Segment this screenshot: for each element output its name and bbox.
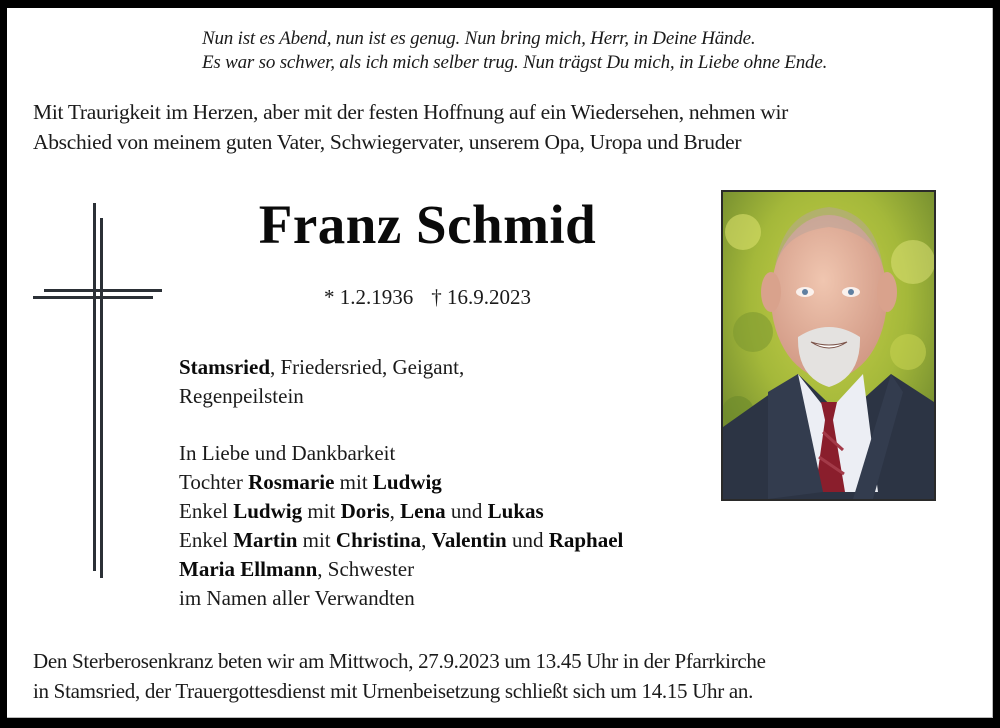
family-text: Enkel xyxy=(179,499,234,523)
family-text: und xyxy=(445,499,488,523)
family-heading: In Liebe und Dankbarkeit xyxy=(179,441,396,465)
family-member-name: Ludwig xyxy=(233,499,303,523)
birth-date: * 1.2.1936 xyxy=(324,285,414,309)
places xyxy=(179,353,699,411)
family-closing: im Namen aller Verwandten xyxy=(179,586,415,610)
service-line: Den Sterberosenkranz beten wir am Mittwoch, 27.9.2023 um 13.45 Uhr in der Pfarrkirche xyxy=(33,649,766,673)
family-lines xyxy=(179,468,739,584)
portrait-photo xyxy=(721,190,936,501)
family-text: mit xyxy=(334,470,373,494)
family-member-name: Rosmarie xyxy=(248,470,335,494)
family-text: , Schwester xyxy=(317,557,415,581)
family-text: , xyxy=(421,528,432,552)
deceased-name: Franz Schmid xyxy=(258,194,597,255)
verse-line: Es war so schwer, als ich mich selber trug. Nun trägst Du mich, in Liebe ohne Ende. xyxy=(202,52,828,73)
service-info xyxy=(33,646,988,706)
intro-text xyxy=(33,97,983,157)
family-text: , xyxy=(389,499,401,523)
places-line-2: Regenpeilstein xyxy=(179,384,304,408)
family-member-line xyxy=(179,526,739,555)
family-member-line xyxy=(179,555,739,584)
family-member-name: Maria Ellmann xyxy=(179,557,318,581)
family-member-name: Raphael xyxy=(548,528,624,552)
family-member-name: Martin xyxy=(233,528,298,552)
family-member-name: Ludwig xyxy=(372,470,442,494)
family-list xyxy=(179,439,739,613)
family-member-name: Christina xyxy=(335,528,422,552)
places-rest: , Friedersried, Geigant, xyxy=(270,355,465,379)
family-text: und xyxy=(506,528,549,552)
family-text: Enkel xyxy=(179,528,234,552)
places-line-1 xyxy=(179,353,699,382)
family-text: mit xyxy=(297,528,336,552)
verse-line: Nun ist es Abend, nun ist es genug. Nun bring mich, Herr, in Deine Hände. xyxy=(202,28,756,49)
family-text: mit xyxy=(302,499,341,523)
family-member-name: Lena xyxy=(400,499,446,523)
bible-verse xyxy=(202,27,992,75)
family-member-name: Doris xyxy=(340,499,390,523)
portrait-image xyxy=(723,192,934,499)
places-bold: Stamsried xyxy=(179,355,270,379)
death-date: † 16.9.2023 xyxy=(431,285,531,309)
family-member-name: Valentin xyxy=(431,528,507,552)
service-line: in Stamsried, der Trauergottesdienst mit Urnenbeisetzung schließt sich um 14.15 Uhr an. xyxy=(33,679,754,703)
intro-line: Abschied von meinem guten Vater, Schwiegervater, unserem Opa, Uropa und Bruder xyxy=(33,130,742,154)
family-member-name: Lukas xyxy=(487,499,544,523)
intro-line: Mit Traurigkeit im Herzen, aber mit der festen Hoffnung auf ein Wiedersehen, nehmen wir xyxy=(33,100,788,124)
family-member-line xyxy=(179,468,739,497)
family-member-line xyxy=(179,497,739,526)
family-text: Tochter xyxy=(179,470,249,494)
